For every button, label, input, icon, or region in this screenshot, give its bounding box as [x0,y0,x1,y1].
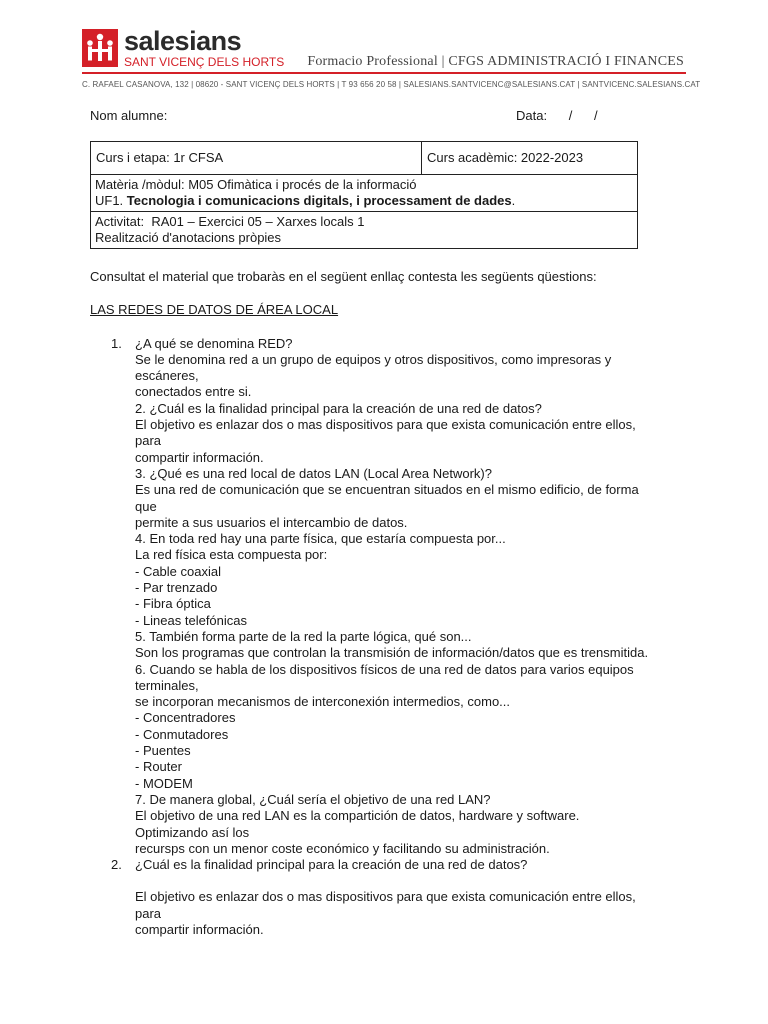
text-line: permite a sus usuarios el intercambio de datos. [135,514,408,530]
text-line: - Par trenzado [135,580,218,596]
text-line: ¿Cuál es la finalidad principal para la creación de una red de datos? [135,857,528,873]
text-line: - Conmutadores [135,726,229,742]
course-info-table [90,141,638,249]
logo-name: salesians [124,26,242,56]
intro-text: Consultat el material que trobaràs en el següent enllaç contesta les següents qüestions: [90,269,597,284]
student-name-label: Nom alumne: [90,108,168,123]
text-line: compartir información. [135,449,264,465]
academic-year: Curs acadèmic: 2022-2023 [427,150,584,165]
text-line: Optimizando así los [135,824,250,840]
uf-title: Tecnologia i comunicacions digitals, i processament de dades [126,193,512,208]
text-line: - Lineas telefónicas [135,612,248,628]
text-line: 7. De manera global, ¿Cuál sería el objetivo de una red LAN? [135,791,491,807]
salesians-emblem-icon [82,29,118,67]
uf-prefix: UF1. [95,193,127,208]
text-line: - Fibra óptica [135,596,211,612]
text-line: terminales, [135,677,199,693]
text-line: La red física esta compuesta por: [135,547,328,563]
program-title: Formacio Professional | CFGS ADMINISTRACIÓ I FINANCES [307,54,684,69]
uf-line [95,193,633,209]
text-line: - Puentes [135,743,191,759]
academic-year-cell [422,142,638,175]
section-title: LAS REDES DE DATOS DE ÁREA LOCAL [90,302,339,318]
text-line: se incorporan mecanismos de interconexión intermedios, como... [135,694,511,710]
text-line: El objetivo es enlazar dos o mas dispositivos para que exista comunicación entre ellos, [135,417,636,433]
text-line: ¿A qué se denomina RED? [135,335,293,351]
question-list [90,336,690,939]
text-line: que [135,498,157,514]
text-line: recursps con un menor coste económico y facilitando su administración. [135,840,550,856]
text-line: para [135,433,162,449]
list-item-number: 1. [111,335,122,351]
date-label: Data: / / [516,108,598,123]
list-item-number: 2. [111,857,122,873]
text-line: El objetivo de una red LAN es la compartición de datos, hardware y software. [135,808,580,824]
text-line: 6. Cuando se habla de los dispositivos físicos de una red de datos para varios equipos [135,661,634,677]
document-body [90,269,690,938]
text-line: 5. También forma parte de la red la parte lógica, qué son... [135,628,472,644]
text-line: - Concentradores [135,710,236,726]
text-line: conectados entre si. [135,384,252,400]
text-line: escáneres, [135,368,199,384]
subject-cell [91,175,638,212]
text-line: 4. En toda red hay una parte física, que estaría compuesta por... [135,531,506,547]
uf-suffix: . [511,193,516,208]
text-line: compartir información. [135,921,264,937]
text-line: 2. ¿Cuál es la finalidad principal para la creación de una red de datos? [135,400,542,416]
course-stage: Curs i etapa: 1r CFSA [96,150,224,165]
text-line: Se le denomina red a un grupo de equipos y otros dispositivos, como impresoras y [135,351,612,367]
text-line [135,873,690,889]
logo-subtitle: SANT VICENÇ DELS HORTS [124,55,285,69]
activity-note: Realització d'anotacions pròpies [95,230,282,245]
course-stage-cell [91,142,422,175]
list-item [90,857,690,938]
activity-cell [91,212,638,249]
text-line: - MODEM [135,775,193,791]
activity: Activitat: RA01 – Exercici 05 – Xarxes locals 1 [95,214,365,229]
text-line: Son los programas que controlan la transmisión de información/datos que es trensmitida. [135,645,649,661]
text-line: - Cable coaxial [135,563,221,579]
text-line: 3. ¿Qué es una red local de datos LAN (Local Area Network)? [135,465,492,481]
text-line: Es una red de comunicación que se encuentran situados en el mismo edificio, de forma [135,482,639,498]
header-divider [82,72,686,74]
text-line: para [135,905,162,921]
text-line: - Router [135,759,182,775]
contact-info: C. RAFAEL CASANOVA, 132 | 08620 - SANT VICENÇ DELS HORTS | T 93 656 20 58 | SALESIANS.SANTVICENC@SALESIANS.CAT | SANTVICENC.SALESIANS.CAT [82,80,701,89]
subject: Matèria /mòdul: M05 Ofimàtica i procés de la informació [95,177,417,192]
text-line: El objetivo es enlazar dos o mas dispositivos para que exista comunicación entre ellos, [135,889,636,905]
list-item [90,336,690,858]
